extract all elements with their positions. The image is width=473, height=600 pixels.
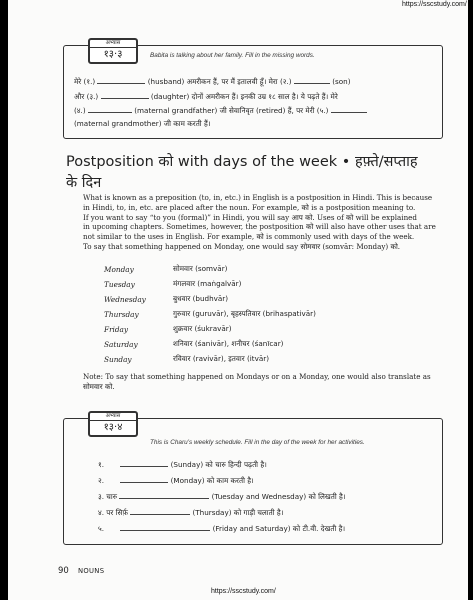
blank-sunday[interactable] — [120, 459, 168, 467]
explanation-paragraph — [83, 193, 453, 252]
exercise-box-13-4 — [63, 413, 443, 545]
blank-maternal-grandmother[interactable] — [331, 105, 367, 113]
exercise-instruction: This is Charu’s weekly schedule. Fill in the day of the week for her activities. — [150, 439, 365, 446]
paragraph-line: To say that something happened on Monday, one would say सोमवार (somvār: Monday) को. — [83, 241, 401, 251]
day-hindi: गुरुवार (guruvār), बृहस्पतिवार (brihaspativār) — [173, 309, 316, 318]
source-url-top[interactable]: https://sscstudy.com/ — [402, 1, 467, 8]
note-paragraph — [83, 372, 453, 392]
blank-monday[interactable] — [120, 475, 168, 483]
source-url-bottom[interactable]: https://sscstudy.com/ — [211, 588, 276, 595]
badge-label: अभ्यास — [90, 40, 136, 48]
exercise-number: १३·४ — [103, 422, 123, 433]
blank-husband[interactable] — [97, 76, 145, 84]
blank-son[interactable] — [294, 76, 330, 84]
day-english: Monday — [104, 265, 134, 274]
paragraph-line: If you want to say “to you (formal)” in Hindi, you will say आप को. Uses of को will be explained — [83, 212, 417, 222]
exercise-instruction: Babita is talking about her family. Fill in the missing words. — [150, 52, 315, 59]
day-english: Saturday — [104, 340, 138, 349]
day-english: Friday — [104, 325, 129, 334]
badge-label: अभ्यास — [90, 413, 136, 421]
day-hindi: मंगलवार (maṅgalvār) — [173, 279, 242, 288]
blank-maternal-grandfather[interactable] — [88, 105, 132, 113]
exercise-item-5: ५. (Friday and Saturday) को टी.वी. देखती है। — [98, 524, 346, 533]
exercise-badge — [88, 411, 138, 437]
paragraph-line: in Hindi, to, in, etc. are placed after the noun. For example, को is a postposition meaning to. — [83, 202, 416, 212]
paragraph-line: What is known as a preposition (to, in, etc.) in English is a postposition in Hindi. This is because — [83, 193, 433, 202]
paragraph-line: not similar to the uses in English. For example, को is commonly used with days of the week. — [83, 232, 415, 242]
exercise-box-13-3 — [63, 40, 443, 139]
exercise-line-2: और (३.) (daughter) दोनों अमरीकन हैं। इनकी उम्र १८ साल है। ये पढ़ते हैं। मेरे — [74, 92, 338, 101]
exercise-badge — [88, 38, 138, 64]
blank-tuesday-wednesday[interactable] — [119, 491, 209, 499]
blank-thursday[interactable] — [130, 507, 190, 515]
exercise-item-1: १. (Sunday) को चारु हिन्दी पढ़ती है। — [98, 460, 267, 469]
day-english: Thursday — [104, 310, 139, 319]
day-hindi: शुक्रवार (śukravār) — [173, 324, 232, 333]
day-english: Sunday — [104, 355, 132, 364]
textbook-page — [8, 0, 468, 600]
exercise-line-3: (४.) (maternal grandfather) जी सेवानिवृत (retired) हैं, पर मेरी (५.) — [74, 105, 367, 116]
day-english: Tuesday — [104, 280, 135, 289]
day-hindi: सोमवार (somvār) — [173, 264, 228, 273]
note-line: Note: To say that something happened on Mondays or on a Monday, one would also translate as — [83, 372, 431, 381]
exercise-line-4: (maternal grandmother) जी काम करती हैं। — [74, 119, 211, 128]
blank-friday-saturday[interactable] — [120, 523, 210, 531]
day-hindi: बुधवार (budhvār) — [173, 294, 229, 303]
section-title-line-2: के दिन — [66, 175, 102, 191]
section-label: NOUNS — [78, 567, 105, 575]
exercise-item-4: ४. पर सिर्फ़ (Thursday) को गाड़ी चलाती है। — [98, 508, 284, 517]
paragraph-line: in upcoming chapters. Sometimes, however, the postposition को will also have other uses that are — [83, 222, 436, 232]
blank-daughter[interactable] — [101, 91, 149, 99]
note-line: सोमवार को. — [83, 381, 115, 391]
exercise-number: १३·३ — [103, 49, 123, 60]
day-english: Wednesday — [104, 295, 146, 304]
day-hindi: रविवार (ravivār), इतवार (itvār) — [173, 354, 270, 363]
section-title-line-1: Postposition को with days of the week • हफ़्ते/सप्ताह — [66, 154, 418, 170]
exercise-item-3: ३. चारु (Tuesday and Wednesday) को लिखती है। — [98, 492, 346, 501]
page-number: 90 — [58, 566, 69, 576]
day-hindi: शनिवार (śanivār), शनीचर (śanīcar) — [173, 339, 284, 348]
exercise-line-1: मेरे (१.) (husband) अमरीकन हैं, पर मैं इतालवी हूँ। मेरा (२.) (son) — [74, 77, 351, 86]
exercise-item-2: २. (Monday) को काम करती है। — [98, 476, 254, 485]
